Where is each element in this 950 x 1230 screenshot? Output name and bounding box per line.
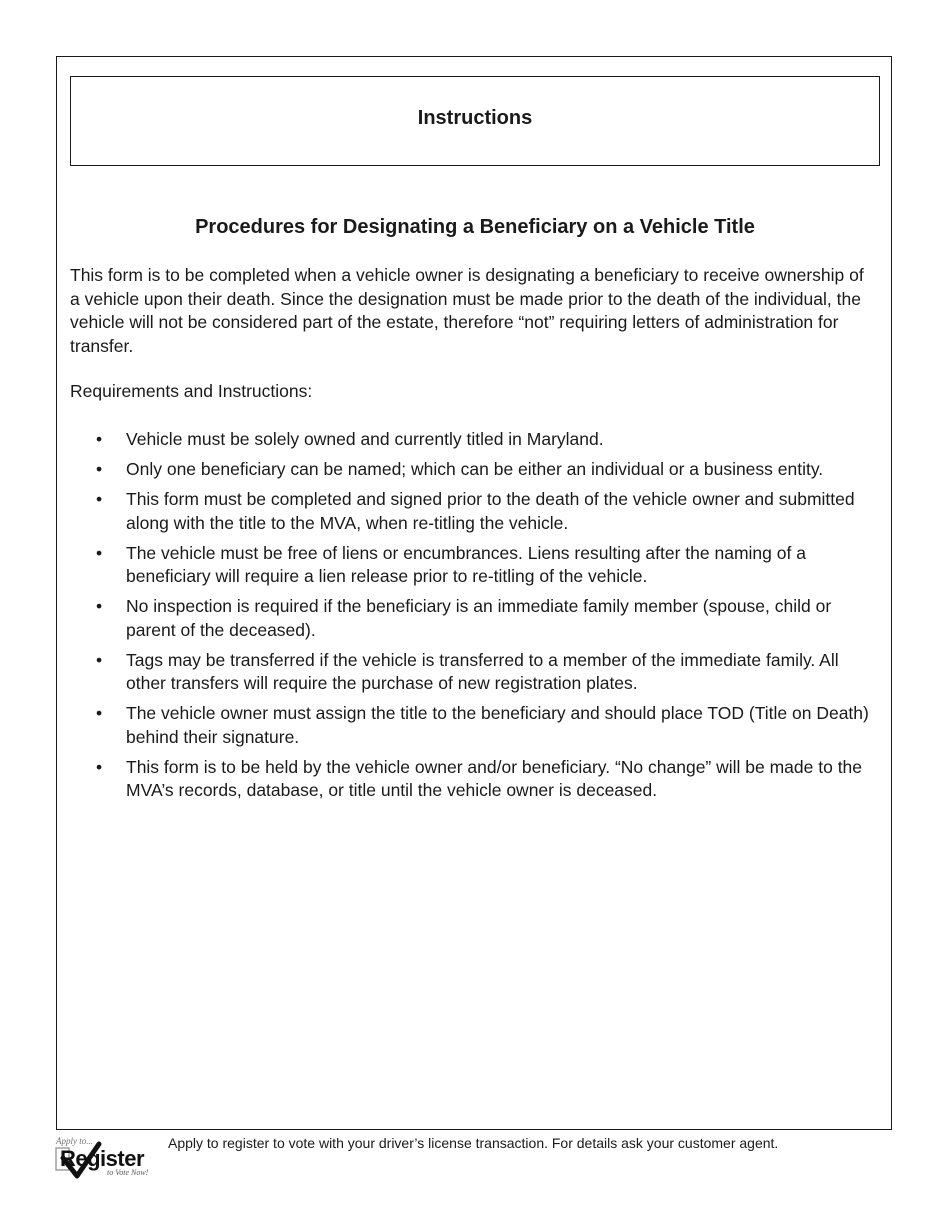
list-item-text: Only one beneficiary can be named; which can be either an individual or a business entity. <box>126 459 824 479</box>
bullet-icon: • <box>96 596 103 616</box>
list-item <box>70 702 880 749</box>
footer-note: Apply to register to vote with your driver’s license transaction. For details ask your customer agent. <box>168 1135 779 1151</box>
bullet-icon: • <box>96 649 103 670</box>
logo-main-text: Register <box>60 1146 145 1171</box>
intro-paragraph: This form is to be completed when a vehicle owner is designating a beneficiary to receive ownership of a vehicle upon their death. Since the designation must be made prior to the death of the individual, the vehicle will not be considered part of the estate, therefore “not” requiring letters of administration for transfer. <box>70 265 864 356</box>
list-item <box>70 458 880 482</box>
list-item <box>70 488 880 535</box>
bullet-icon: • <box>96 459 103 479</box>
list-item <box>70 428 880 452</box>
requirements-list <box>70 428 880 809</box>
logo-top-text: Apply to... <box>56 1136 93 1146</box>
list-item <box>70 595 880 642</box>
header-box <box>70 76 880 166</box>
page-title: Instructions <box>417 106 533 129</box>
list-item-text: No inspection is required if the beneficiary is an immediate family member (spouse, child or parent of the deceased). <box>126 596 832 640</box>
register-to-vote-logo <box>55 1134 159 1182</box>
list-item-text: The vehicle must be free of liens or encumbrances. Liens resulting after the naming of a beneficiary will require a lien release prior to re-titling of the vehicle. <box>126 542 806 586</box>
bullet-icon: • <box>96 429 103 449</box>
requirements-label: Requirements and Instructions: <box>70 381 313 401</box>
list-item-text: This form must be completed and signed prior to the death of the vehicle owner and submitted along with the title to the MVA, when re-titling the vehicle. <box>126 489 855 533</box>
list-item-text: Vehicle must be solely owned and currently titled in Maryland. <box>126 429 604 449</box>
list-item <box>70 542 880 589</box>
list-item-text: The vehicle owner must assign the title to the beneficiary and should place TOD (Title on Death) behind their signature. <box>126 703 869 747</box>
logo-bottom-text: to Vote Now! <box>107 1168 149 1177</box>
bullet-icon: • <box>96 489 103 509</box>
bullet-icon: • <box>96 703 103 723</box>
list-item <box>70 756 880 803</box>
list-item <box>70 649 880 696</box>
list-item-text: This form is to be held by the vehicle owner and/or beneficiary. “No change” will be made to the MVA’s records, database, or title until the vehicle owner is deceased. <box>126 756 863 800</box>
list-item-text: Tags may be transferred if the vehicle is transferred to a member of the immediate family. All other transfers will require the purchase of new registration plates. <box>126 649 839 693</box>
bullet-icon: • <box>96 542 103 563</box>
bullet-icon: • <box>96 756 103 777</box>
section-heading: Procedures for Designating a Beneficiary on a Vehicle Title <box>195 216 755 238</box>
